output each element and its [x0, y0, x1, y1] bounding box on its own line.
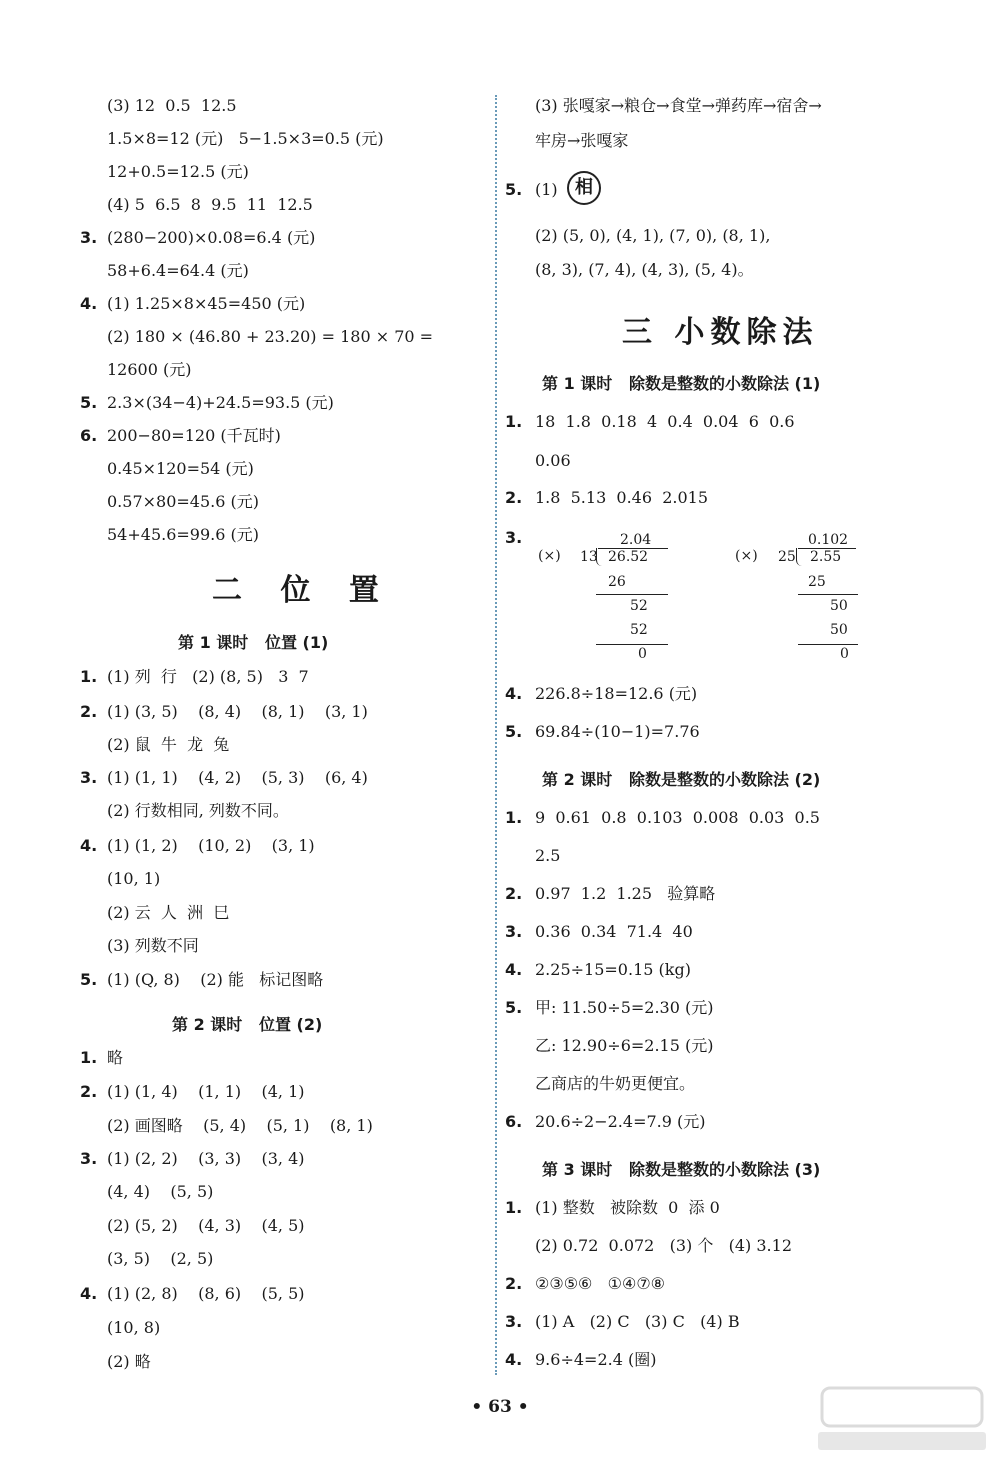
answer-line: (2) 略	[107, 1352, 151, 1371]
answer-line: (1)	[535, 180, 558, 199]
answer-line: (1) 整数 被除数 0 添 0	[535, 1198, 720, 1217]
answer-line: 乙: 12.90÷6=2.15 (元)	[535, 1036, 714, 1055]
question-number: 3.	[80, 768, 98, 787]
answer-line: 18 1.8 0.18 4 0.4 0.04 6 0.6	[535, 412, 795, 431]
answer-line: (3) 12 0.5 12.5	[107, 96, 237, 115]
question-number: 5.	[505, 998, 523, 1017]
answer-line: 0.57×80=45.6 (元)	[107, 492, 259, 511]
answer-line: 1.8 5.13 0.46 2.015	[535, 488, 709, 507]
question-number: 1.	[80, 1048, 98, 1067]
question-number: 4.	[505, 1350, 523, 1369]
question-number: 4.	[505, 684, 523, 703]
answer-line: 226.8÷18=12.6 (元)	[535, 684, 698, 703]
circled-character-text: 相	[567, 171, 601, 205]
answer-line: 200−80=120 (千瓦时)	[107, 426, 281, 445]
answer-line: (2) 180 × (46.80 + 23.20) = 180 × 70 =	[107, 327, 434, 346]
question-number: 4.	[505, 960, 523, 979]
answer-line: (4, 4) (5, 5)	[107, 1182, 214, 1201]
question-number: 1.	[80, 667, 98, 686]
answer-line: 20.6÷2−2.4=7.9 (元)	[535, 1112, 706, 1131]
divisor: 13	[580, 549, 598, 565]
check-mark: (×)	[538, 548, 561, 564]
question-number: 2.	[80, 1082, 98, 1101]
division-bracket	[596, 548, 603, 566]
answer-line: 2.5	[535, 846, 561, 865]
lesson-heading-division-3: 第 3 课时 除数是整数的小数除法 (3)	[542, 1160, 821, 1179]
answer-line: 0.45×120=54 (元)	[107, 459, 254, 478]
lesson-heading-division-2: 第 2 课时 除数是整数的小数除法 (2)	[542, 770, 821, 789]
question-number: 3.	[80, 1149, 98, 1168]
answer-line: 58+6.4=64.4 (元)	[107, 261, 249, 280]
question-number: 6.	[505, 1112, 523, 1131]
answer-line: (1) 1.25×8×45=450 (元)	[107, 294, 306, 313]
step-line	[798, 644, 858, 645]
answer-line: 2.25÷15=0.15 (kg)	[535, 960, 691, 979]
step-line	[798, 594, 858, 595]
question-number: 4.	[80, 294, 98, 313]
quotient: 2.04	[620, 532, 652, 548]
question-number: 5.	[505, 180, 523, 199]
step: 52	[630, 622, 648, 638]
dividend: 26.52	[608, 549, 649, 565]
answer-line: (2) 0.72 0.072 (3) 个 (4) 3.12	[535, 1236, 792, 1255]
circled-character	[567, 171, 601, 205]
step-line	[596, 644, 668, 645]
question-number: 3.	[80, 228, 98, 247]
answer-line: (3) 列数不同	[107, 936, 199, 955]
step: 50	[830, 598, 848, 614]
question-number: 2.	[505, 488, 523, 507]
answer-line: (1) (2, 2) (3, 3) (3, 4)	[107, 1149, 305, 1168]
answer-line: 乙商店的牛奶更便宜。	[535, 1074, 696, 1093]
answer-line: (1) 列 行 (2) (8, 5) 3 7	[107, 667, 309, 686]
answer-line: 9 0.61 0.8 0.103 0.008 0.03 0.5	[535, 808, 820, 827]
question-number: 4.	[80, 836, 98, 855]
check-mark: (×)	[735, 548, 758, 564]
answer-line: (2) 鼠 牛 龙 兔	[107, 735, 230, 754]
column-divider	[495, 95, 497, 1375]
answer-line: 0.97 1.2 1.25 验算略	[535, 884, 716, 903]
answer-line: 54+45.6=99.6 (元)	[107, 525, 259, 544]
answer-line: 甲: 11.50÷5=2.30 (元)	[535, 998, 714, 1017]
question-number: 5.	[80, 970, 98, 989]
question-number: 3.	[505, 1312, 523, 1331]
answer-line: 1.5×8=12 (元) 5−1.5×3=0.5 (元)	[107, 129, 384, 148]
step: 25	[808, 574, 826, 590]
answer-line: (1) (1, 2) (10, 2) (3, 1)	[107, 836, 315, 855]
question-number: 5.	[505, 722, 523, 741]
section-title-decimal-division: 三 小数除法	[622, 315, 819, 350]
answer-line: 12600 (元)	[107, 360, 192, 379]
answer-line: (2) 云 人 洲 巳	[107, 903, 230, 922]
question-number: 3.	[505, 922, 523, 941]
question-number: 2.	[505, 884, 523, 903]
answer-line: (280−200)×0.08=6.4 (元)	[107, 228, 316, 247]
watermark-logo	[812, 1380, 992, 1455]
divisor: 25	[778, 549, 796, 565]
question-number: 5.	[80, 393, 98, 412]
answer-line: (1) (1, 4) (1, 1) (4, 1)	[107, 1082, 305, 1101]
question-number: 6.	[80, 426, 98, 445]
answer-line: 0.36 0.34 71.4 40	[535, 922, 693, 941]
step: 50	[830, 622, 848, 638]
division-bracket	[796, 548, 803, 566]
answer-line: (3) 张嘎家→粮仓→食堂→弹药库→宿舍→	[535, 96, 822, 115]
answer-line: (1) A (2) C (3) C (4) B	[535, 1312, 740, 1331]
step: 52	[630, 598, 648, 614]
answer-line: 牢房→张嘎家	[535, 131, 629, 150]
step: 26	[608, 574, 626, 590]
answer-line: (1) (1, 1) (4, 2) (5, 3) (6, 4)	[107, 768, 368, 787]
dividend: 2.55	[810, 549, 842, 565]
answer-line: 0.06	[535, 451, 571, 470]
answer-line: 2.3×(34−4)+24.5=93.5 (元)	[107, 393, 334, 412]
answer-line: (1) (2, 8) (8, 6) (5, 5)	[107, 1284, 305, 1303]
question-number: 1.	[505, 1198, 523, 1217]
answer-line: (4) 5 6.5 8 9.5 11 12.5	[107, 195, 313, 214]
answer-line: 9.6÷4=2.4 (圈)	[535, 1350, 657, 1369]
quotient: 0.102	[808, 532, 849, 548]
answer-line: ②③⑤⑥ ①④⑦⑧	[535, 1274, 666, 1293]
lesson-heading-division-1: 第 1 课时 除数是整数的小数除法 (1)	[542, 374, 821, 393]
answer-line: (10, 1)	[107, 869, 161, 888]
answer-line: (2) (5, 0), (4, 1), (7, 0), (8, 1),	[535, 226, 771, 245]
question-number: 2.	[505, 1274, 523, 1293]
question-number: 1.	[505, 808, 523, 827]
answer-line: 略	[107, 1048, 124, 1067]
remainder: 0	[840, 646, 849, 662]
question-number: 4.	[80, 1284, 98, 1303]
question-number: 3.	[505, 528, 523, 547]
answer-line: 12+0.5=12.5 (元)	[107, 162, 249, 181]
answer-line: (8, 3), (7, 4), (4, 3), (5, 4)。	[535, 260, 754, 279]
section-title-position: 二 位 置	[212, 573, 393, 608]
remainder: 0	[638, 646, 647, 662]
lesson-heading-position-2: 第 2 课时 位置 (2)	[172, 1015, 323, 1034]
answer-line: (1) (3, 5) (8, 4) (8, 1) (3, 1)	[107, 702, 368, 721]
step-line	[596, 594, 668, 595]
answer-line: (1) (Q, 8) (2) 能 标记图略	[107, 970, 324, 989]
answer-line: (2) (5, 2) (4, 3) (4, 5)	[107, 1216, 305, 1235]
answer-line: (3, 5) (2, 5)	[107, 1249, 214, 1268]
question-number: 1.	[505, 412, 523, 431]
answer-line: 69.84÷(10−1)=7.76	[535, 722, 700, 741]
question-number: 2.	[80, 702, 98, 721]
page-number: • 63 •	[471, 1397, 529, 1417]
answer-line: (10, 8)	[107, 1318, 161, 1337]
lesson-heading-position-1: 第 1 课时 位置 (1)	[178, 633, 329, 652]
answer-line: (2) 画图略 (5, 4) (5, 1) (8, 1)	[107, 1116, 373, 1135]
answer-line: (2) 行数相同, 列数不同。	[107, 801, 289, 820]
